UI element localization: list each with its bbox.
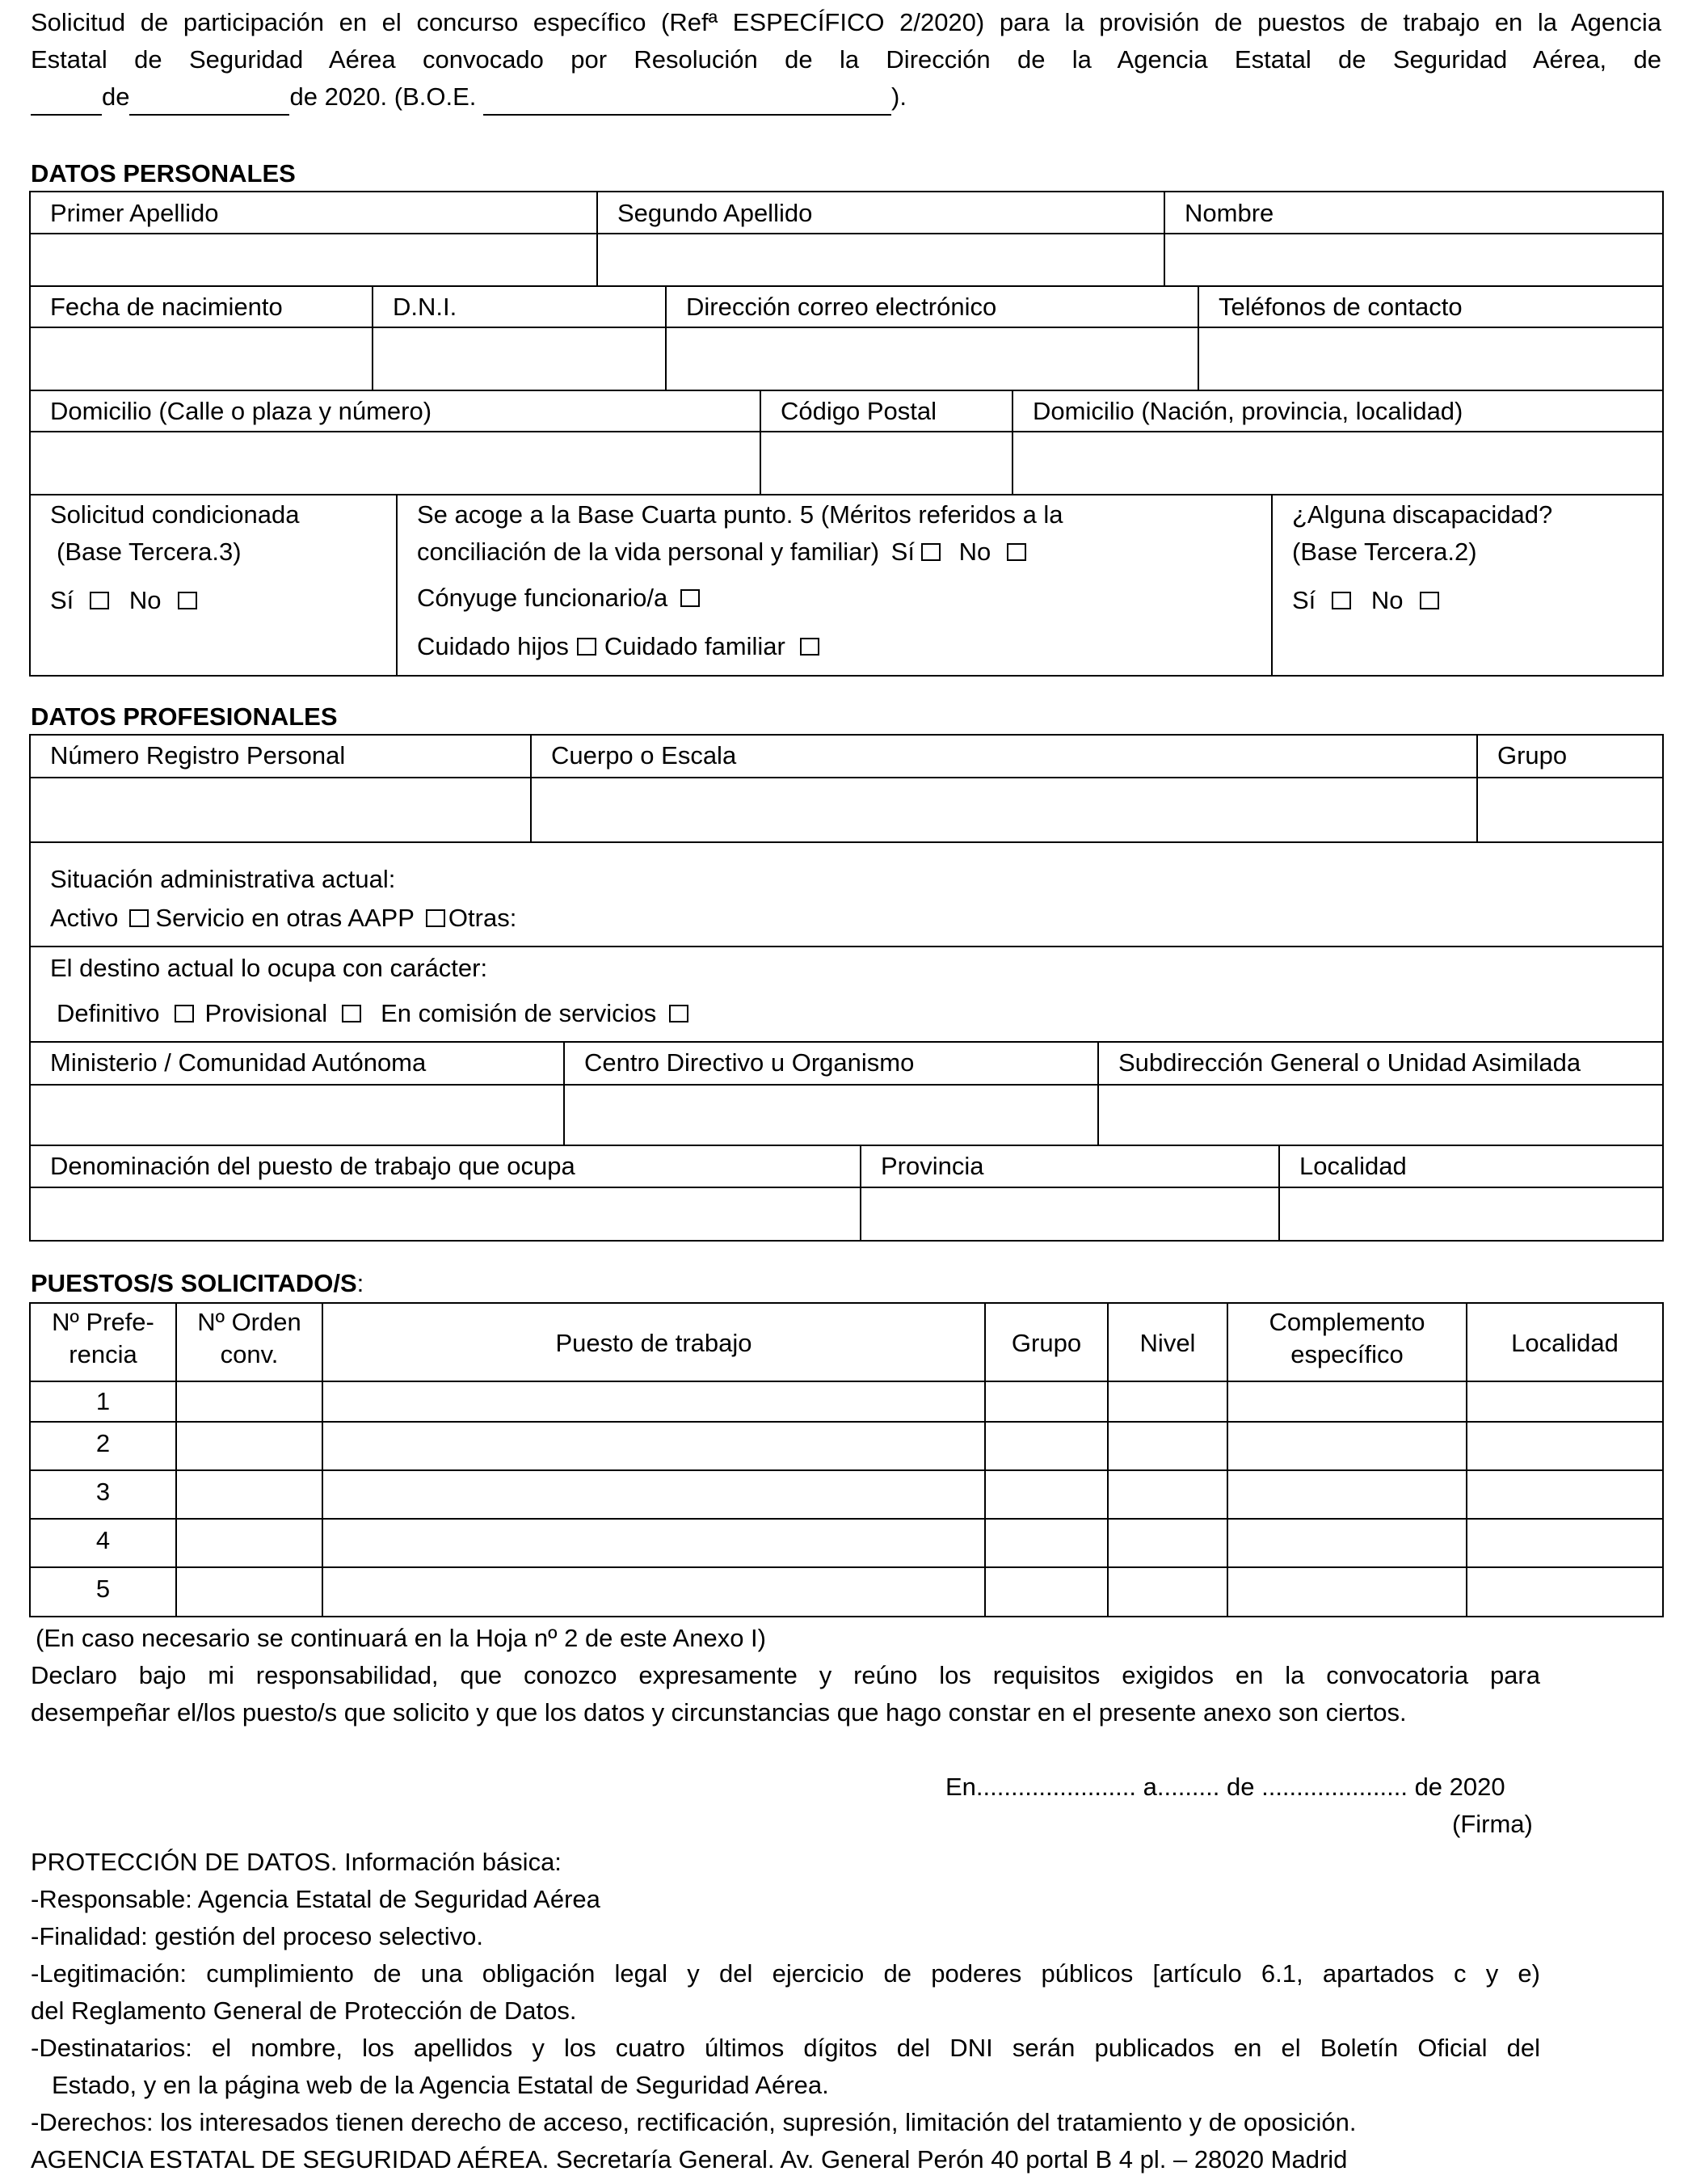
label-nrp: Número Registro Personal [50,741,346,769]
header-grupo: Grupo [1011,1329,1082,1357]
disc-options [1292,584,1446,617]
nombre-field[interactable] [1165,234,1662,285]
table-row[interactable] [177,1382,1662,1421]
boe-blank[interactable] [483,88,891,116]
intro-line-3 [31,78,907,116]
base-no-checkbox[interactable] [1007,543,1026,561]
intro-line-1: Solicitud de participación en el concurso específico (Refª ESPECÍFICO 2/2020) para la provisión de puestos de trabajo en la Agencia [31,8,1661,36]
label-base-cuarta: Se acoge a la Base Cuarta punto. 5 (Méritos referidos a la [417,500,1063,529]
base-cuarta-options [417,536,1033,568]
header-complemento [1228,1306,1466,1371]
cuerpo-field[interactable] [532,778,1476,841]
label-subdireccion: Subdirección General o Unidad Asimilada [1118,1048,1581,1077]
domicilio-field[interactable] [31,432,760,494]
label-codigo-postal: Código Postal [781,397,937,425]
cond-si-checkbox[interactable] [90,592,109,609]
label-email: Dirección correo electrónico [686,293,997,321]
declaracion-line-2: desempeñar el/los puesto/s que solicito y que los datos y circunstancias que hago constar en el presente anexo son ciertos. [31,1698,1407,1727]
conyuge-checkbox[interactable] [680,589,700,607]
agencia-address: AGENCIA ESTATAL DE SEGURIDAD AÉREA. Secretaría General. Av. General Perón 40 portal B 4 pl. – 28020 Madrid [31,2145,1348,2173]
label-fecha-nacimiento: Fecha de nacimiento [50,293,283,321]
declaracion-line-1: Declaro bajo mi responsabilidad, que conozco expresamente y reúno los requisitos exigidos en la convocatoria para [31,1661,1540,1689]
header-puesto: Puesto de trabajo [555,1329,752,1357]
ministerio-field[interactable] [31,1086,563,1145]
label-provisional: Provisional [204,999,328,1027]
nrp-field[interactable] [31,778,530,841]
header-pref-line2: rencia [69,1340,137,1368]
primer-apellido-field[interactable] [31,234,596,285]
proteccion-legitimacion-1: -Legitimación: cumplimiento de una obligación legal y del ejercicio de poderes públicos [artículo 6.1, apartados c y e) [31,1959,1540,1988]
grupo-field[interactable] [1478,778,1662,841]
label-cuidado-hijos: Cuidado hijos [417,632,569,660]
provincia-field[interactable] [861,1188,1278,1240]
label-cuerpo: Cuerpo o Escala [551,741,737,769]
disc-si-checkbox[interactable] [1332,592,1351,609]
row-number: 1 [95,1387,111,1415]
puestos-title-text: PUESTOS/S SOLICITADO/S [31,1269,357,1297]
fecha-nacimiento-field[interactable] [31,328,372,390]
cuidado-familiar-checkbox[interactable] [800,638,819,656]
label-definitivo: Definitivo [57,999,160,1027]
cond-no-label: No [128,586,162,614]
header-nivel: Nivel [1139,1329,1196,1357]
label-nombre: Nombre [1185,199,1274,227]
conyuge-row [417,582,706,614]
base-si-checkbox[interactable] [921,543,941,561]
label-primer-apellido: Primer Apellido [50,199,219,227]
header-orden-line1: Nº Orden [197,1308,301,1336]
label-solicitud-condicionada: Solicitud condicionada [50,500,300,529]
cond-options [50,584,204,617]
intro-close: ). [891,82,907,111]
telefonos-field[interactable] [1199,328,1662,390]
label-centro: Centro Directivo u Organismo [584,1048,915,1077]
segundo-apellido-field[interactable] [598,234,1164,285]
table-row[interactable] [177,1520,1662,1566]
continua-note: (En caso necesario se continuará en la Hoja nº 2 de este Anexo I) [36,1624,766,1652]
header-comp-line1: Complemento [1269,1308,1425,1336]
label-activo: Activo [50,904,119,932]
label-domicilio-nacion: Domicilio (Nación, provincia, localidad) [1033,397,1463,425]
label-destino: El destino actual lo ocupa con carácter: [50,954,488,982]
servicio-otras-checkbox[interactable] [426,909,445,927]
label-conyuge: Cónyuge funcionario/a [417,584,668,612]
cond-si-label: Sí [50,586,74,614]
label-discapacidad: ¿Alguna discapacidad? [1292,500,1553,529]
label-denominacion: Denominación del puesto de trabajo que ocupa [50,1152,575,1180]
label-grupo: Grupo [1497,741,1568,769]
intro-de-2: de 2020. (B.O.E. [289,82,477,111]
centro-field[interactable] [565,1086,1097,1145]
cuidado-row [417,630,826,663]
disc-no-checkbox[interactable] [1420,592,1439,609]
label-domicilio: Domicilio (Calle o plaza y número) [50,397,432,425]
cond-no-checkbox[interactable] [178,592,197,609]
table-row[interactable] [177,1568,1662,1616]
day-blank[interactable] [31,88,102,116]
domicilio-nacion-field[interactable] [1013,432,1662,494]
row-number: 2 [95,1429,111,1457]
cuidado-hijos-checkbox[interactable] [577,638,596,656]
firma-label: (Firma) [1452,1810,1533,1838]
label-base-tercera-2: (Base Tercera.2) [1292,538,1477,566]
lugar-fecha: En....................... a......... de ..................... de 2020 [945,1773,1505,1801]
header-orden-line2: conv. [220,1340,279,1368]
label-comision: En comisión de servicios [381,999,657,1027]
label-telefonos: Teléfonos de contacto [1219,293,1463,321]
header-localidad: Localidad [1511,1329,1619,1357]
section-title-personal: DATOS PERSONALES [31,159,296,188]
proteccion-destinatarios-2: Estado, y en la página web de la Agencia Estatal de Seguridad Aérea. [52,2071,829,2099]
label-conciliacion: conciliación de la vida personal y familiar) [417,538,880,566]
row-number: 4 [95,1526,111,1554]
proteccion-derechos: -Derechos: los interesados tienen derecho de acceso, rectificación, supresión, limitación del tratamiento y de oposición. [31,2108,1357,2136]
intro-de-1: de [102,82,130,111]
header-orden [177,1306,322,1371]
section-title-puestos [31,1267,364,1300]
table-row[interactable] [177,1471,1662,1518]
base-no-label: No [958,538,991,566]
header-pref-line1: Nº Prefe- [52,1308,154,1336]
label-ministerio: Ministerio / Comunidad Autónoma [50,1048,427,1077]
comision-checkbox[interactable] [669,1005,688,1022]
proteccion-title: PROTECCIÓN DE DATOS. Información básica: [31,1848,562,1876]
label-localidad: Localidad [1299,1152,1407,1180]
activo-checkbox[interactable] [129,909,149,927]
header-preferencia [31,1306,175,1371]
row-number: 5 [95,1575,111,1603]
codigo-postal-field[interactable] [761,432,1012,494]
puestos-title-colon: : [356,1269,364,1297]
proteccion-finalidad: -Finalidad: gestión del proceso selectivo. [31,1922,484,1950]
dni-field[interactable] [373,328,665,390]
base-si-label: Sí [890,538,915,566]
label-cuidado-familiar: Cuidado familiar [604,632,785,660]
proteccion-destinatarios-1: -Destinatarios: el nombre, los apellidos y los cuatro últimos dígitos del DNI serán publicados en el Boletín Oficial del [31,2034,1540,2062]
section-title-profesional: DATOS PROFESIONALES [31,702,338,731]
disc-no-label: No [1370,586,1404,614]
label-servicio-otras: Servicio en otras AAPP [155,904,415,932]
situacion-options [50,902,516,934]
intro-line-2: Estatal de Seguridad Aérea convocado por Resolución de la Dirección de la Agencia Estatal de Seguridad Aérea, de [31,45,1661,74]
label-base-tercera-3: (Base Tercera.3) [57,538,242,566]
row-number: 3 [95,1478,111,1506]
definitivo-checkbox[interactable] [175,1005,194,1022]
email-field[interactable] [667,328,1198,390]
month-blank[interactable] [129,88,289,116]
proteccion-legitimacion-2: del Reglamento General de Protección de Datos. [31,1996,577,2025]
destino-options [57,997,695,1030]
header-comp-line2: específico [1290,1340,1404,1368]
label-situacion: Situación administrativa actual: [50,865,396,893]
label-provincia: Provincia [881,1152,984,1180]
label-segundo-apellido: Segundo Apellido [617,199,813,227]
subdireccion-field[interactable] [1099,1086,1662,1145]
denominacion-field[interactable] [31,1188,860,1240]
proteccion-responsable: -Responsable: Agencia Estatal de Seguridad Aérea [31,1885,600,1913]
label-otras: Otras: [448,904,517,932]
disc-si-label: Sí [1292,586,1316,614]
table-row[interactable] [177,1423,1662,1469]
provisional-checkbox[interactable] [342,1005,361,1022]
localidad-field[interactable] [1280,1188,1662,1240]
label-dni: D.N.I. [393,293,457,321]
